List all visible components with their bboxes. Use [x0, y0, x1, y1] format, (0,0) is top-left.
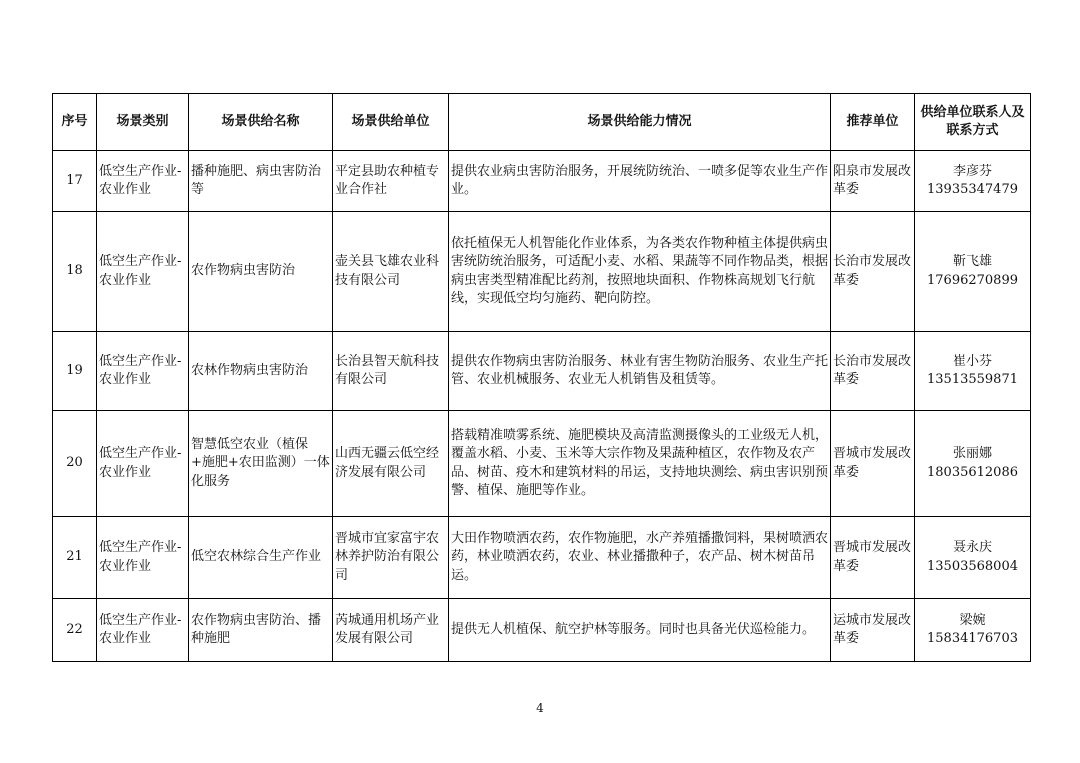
- row-no: 21: [53, 517, 97, 599]
- row-recommender: 晋城市发展改革委: [831, 517, 915, 599]
- header-unit: 场景供给单位: [333, 94, 449, 151]
- page-number: 4: [536, 701, 544, 715]
- row-name: 农作物病虫害防治、播种施肥: [189, 599, 333, 662]
- contact-name: 李彦芬: [952, 163, 992, 179]
- row-category: 低空生产作业-农业作业: [97, 599, 189, 662]
- table-row: [53, 332, 1031, 411]
- contact-phone: 17696270899: [927, 272, 1018, 288]
- row-unit: 山西无疆云低空经济发展有限公司: [333, 411, 449, 517]
- row-recommender: 长治市发展改革委: [831, 332, 915, 411]
- row-recommender: 运城市发展改革委: [831, 599, 915, 662]
- row-no: 22: [53, 599, 97, 662]
- row-recommender: 晋城市发展改革委: [831, 411, 915, 517]
- header-recommender: 推荐单位: [831, 94, 915, 151]
- contact-phone: 18035612086: [927, 464, 1018, 480]
- row-name: 农作物病虫害防治: [189, 212, 333, 332]
- header-contact: 供给单位联系人及联系方式: [915, 94, 1031, 151]
- row-unit: 长治县智天航科技有限公司: [333, 332, 449, 411]
- row-contact: [915, 411, 1031, 517]
- row-unit: 壶关县飞雄农业科技有限公司: [333, 212, 449, 332]
- contact-phone: 13935347479: [927, 182, 1018, 197]
- header-no: 序号: [53, 94, 97, 151]
- contact-phone: 15834176703: [927, 631, 1018, 646]
- row-capability: 依托植保无人机智能化作业体系，为各类农作物种植主体提供病虫害统防统治服务，可适配小麦、水稻、果蔬等不同作物品类，根据病虫害类型精准配比药剂，按照地块面积、作物株高规划飞行航线，实现低空均匀施药、靶向防控。: [449, 212, 831, 332]
- row-contact: [915, 332, 1031, 411]
- row-name: 低空农林综合生产作业: [189, 517, 333, 599]
- contact-phone: 13503568004: [927, 558, 1018, 574]
- row-unit: 平定县助农种植专业合作社: [333, 151, 449, 212]
- row-capability: 大田作物喷洒农药，农作物施肥，水产养殖播撒饲料，果树喷洒农药，林业喷洒农药，农业、林业播撒种子，农产品、树木树苗吊运。: [449, 517, 831, 599]
- contact-name: 聂永庆: [952, 540, 992, 555]
- row-contact: [915, 517, 1031, 599]
- row-no: 20: [53, 411, 97, 517]
- row-capability: 搭载精准喷雾系统、施肥模块及高清监测摄像头的工业级无人机，覆盖水稻、小麦、玉米等大宗作物及果蔬种植区，农作物及农产品、树苗、疫木和建筑材料的吊运，支持地块测绘、病虫害识别预警、植保、施肥等作业。: [449, 411, 831, 517]
- row-contact: [915, 151, 1031, 212]
- table-row: [53, 151, 1031, 212]
- contact-name: 张丽娜: [952, 446, 992, 461]
- row-category: 低空生产作业-农业作业: [97, 151, 189, 212]
- header-category: 场景类别: [97, 94, 189, 151]
- row-unit: 芮城通用机场产业发展有限公司: [333, 599, 449, 662]
- row-unit: 晋城市宜家富宇农林养护防治有限公司: [333, 517, 449, 599]
- row-recommender: 阳泉市发展改革委: [831, 151, 915, 212]
- row-no: 17: [53, 151, 97, 212]
- contact-name: 崔小芬: [952, 353, 992, 369]
- row-capability: 提供农作物病虫害防治服务、林业有害生物防治服务、农业生产托管、农业机械服务、农业无人机销售及租赁等。: [449, 332, 831, 411]
- row-category: 低空生产作业-农业作业: [97, 411, 189, 517]
- contact-phone: 13513559871: [927, 372, 1018, 387]
- table-header-row: [53, 94, 1031, 151]
- row-name: 智慧低空农业（植保+施肥+农田监测）一体化服务: [189, 411, 333, 517]
- row-no: 19: [53, 332, 97, 411]
- row-recommender: 长治市发展改革委: [831, 212, 915, 332]
- row-category: 低空生产作业-农业作业: [97, 517, 189, 599]
- table-row: [53, 212, 1031, 332]
- header-name: 场景供给名称: [189, 94, 333, 151]
- table-row: [53, 517, 1031, 599]
- row-category: 低空生产作业-农业作业: [97, 212, 189, 332]
- contact-name: 梁婉: [959, 612, 986, 628]
- header-capability: 场景供给能力情况: [449, 94, 831, 151]
- row-no: 18: [53, 212, 97, 332]
- table-row: [53, 411, 1031, 517]
- contact-name: 靳飞雄: [952, 254, 992, 269]
- row-capability: 提供农业病虫害防治服务，开展统防统治、一喷多促等农业生产作业。: [449, 151, 831, 212]
- row-category: 低空生产作业-农业作业: [97, 332, 189, 411]
- table-row: [53, 599, 1031, 662]
- row-name: 播种施肥、病虫害防治等: [189, 151, 333, 212]
- scenario-supply-table: [52, 93, 1031, 662]
- row-capability: 提供无人机植保、航空护林等服务。同时也具备光伏巡检能力。: [449, 599, 831, 662]
- row-name: 农林作物病虫害防治: [189, 332, 333, 411]
- row-contact: [915, 212, 1031, 332]
- row-contact: [915, 599, 1031, 662]
